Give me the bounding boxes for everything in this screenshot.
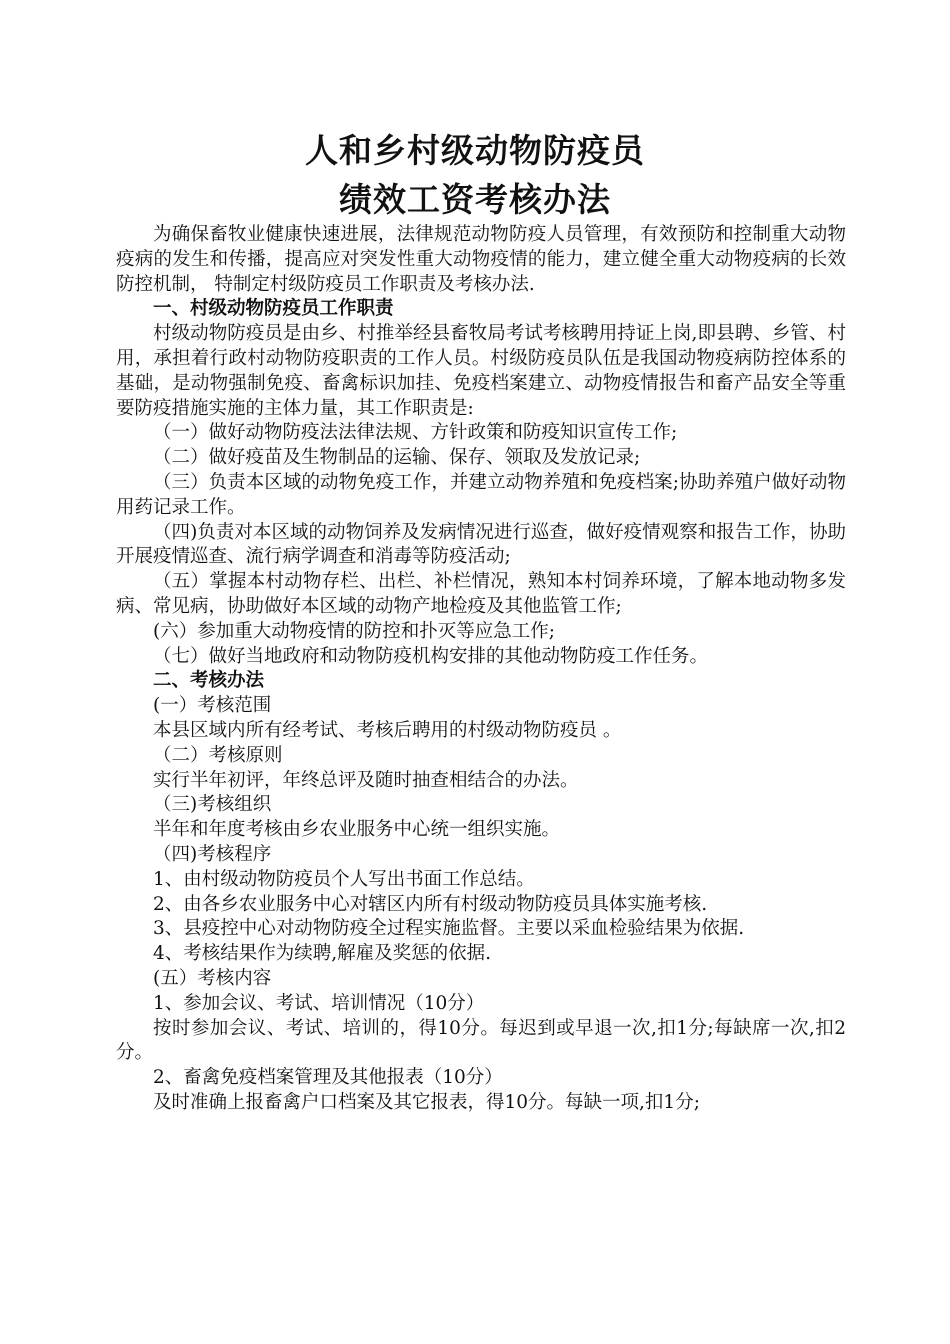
- body-paragraph: (五）考核内容: [153, 967, 272, 989]
- section-heading: 一、村级动物防疫员工作职责: [153, 298, 394, 320]
- body-paragraph: 及时准确上报畜禽户口档案及其它报表，得10分。每缺一项,扣1分;: [153, 1091, 700, 1113]
- body-paragraph: 4、考核结果作为续聘,解雇及奖惩的依据.: [153, 943, 492, 965]
- document-title-line-2: 绩效工资考核办法: [339, 180, 611, 219]
- body-paragraph: （五）掌握本村动物存栏、出栏、补栏情况，熟知本村饲养环境，了解本地动物多发病、常见病，协助做好本区域的动物产地检疫及其他监管工作;: [116, 571, 846, 617]
- body-paragraph: 2、由各乡农业服务中心对辖区内所有村级动物防疫员具体实施考核.: [153, 893, 708, 915]
- document-title-line-1: 人和乡村级动物防疫员: [305, 131, 645, 170]
- body-paragraph: 实行半年初评，年终总评及随时抽查相结合的办法。: [153, 769, 579, 791]
- document-body: [116, 223, 846, 1116]
- body-paragraph: (六）参加重大动物疫情的防控和扑灭等应急工作;: [153, 620, 555, 642]
- body-paragraph: （四)负责对本区域的动物饲养及发病情况进行巡查，做好疫情观察和报告工作，协助开展疫情巡查、流行病学调查和消毒等防疫活动;: [116, 521, 846, 568]
- body-paragraph: (一）考核范围: [153, 695, 272, 717]
- body-paragraph: （四)考核程序: [153, 843, 272, 865]
- body-paragraph: 半年和年度考核由乡农业服务中心统一组织实施。: [153, 819, 561, 841]
- body-paragraph: 为确保畜牧业健康快速进展，法律规范动物防疫人员管理，有效预防和控制重大动物疫病的发生和传播，提高应对突发性重大动物疫情的能力，建立健全重大动物疫病的长效防控机制， 特制定村级防疫员工作职责及考核办法.: [116, 224, 846, 295]
- body-paragraph: 1、参加会议、考试、培训情况（10分）: [153, 992, 485, 1014]
- section-heading: 二、考核办法: [153, 670, 265, 692]
- body-paragraph: （三）负责本区域的动物免疫工作，并建立动物养殖和免疫档案;协助养殖户做好动物用药记录工作。: [116, 471, 846, 518]
- body-paragraph: （二）做好疫苗及生物制品的运输、保存、领取及发放记录;: [153, 447, 641, 469]
- body-paragraph: 本县区域内所有经考试、考核后聘用的村级动物防疫员 。: [153, 719, 622, 741]
- body-paragraph: 3、县疫控中心对动物防疫全过程实施监督。主要以采血检验结果为依据.: [153, 918, 745, 940]
- body-paragraph: （二）考核原则: [153, 744, 283, 766]
- body-paragraph: （七）做好当地政府和动物防疫机构安排的其他动物防疫工作任务。: [153, 645, 709, 667]
- body-paragraph: 村级动物防疫员是由乡、村推举经县畜牧局考试考核聘用持证上岗,即县聘、乡管、村用，承担着行政村动物防疫职责的工作人员。村级防疫员队伍是我国动物疫病防控体系的基础，是动物强制免疫、畜禽标识加挂、免疫档案建立、动物疫情报告和畜产品安全等重要防疫措施实施的主体力量，其工作职责是:: [116, 323, 846, 419]
- body-paragraph: 1、由村级动物防疫员个人写出书面工作总结。: [153, 868, 535, 890]
- body-paragraph: 按时参加会议、考试、培训的，得10分。每迟到或早退一次,扣1分;每缺席一次,扣2分。: [116, 1017, 846, 1064]
- body-paragraph: （一）做好动物防疫法法律法规、方针政策和防疫知识宣传工作;: [153, 422, 678, 444]
- body-paragraph: （三)考核组织: [153, 794, 272, 816]
- body-paragraph: 2、畜禽免疫档案管理及其他报表（10分）: [153, 1067, 503, 1089]
